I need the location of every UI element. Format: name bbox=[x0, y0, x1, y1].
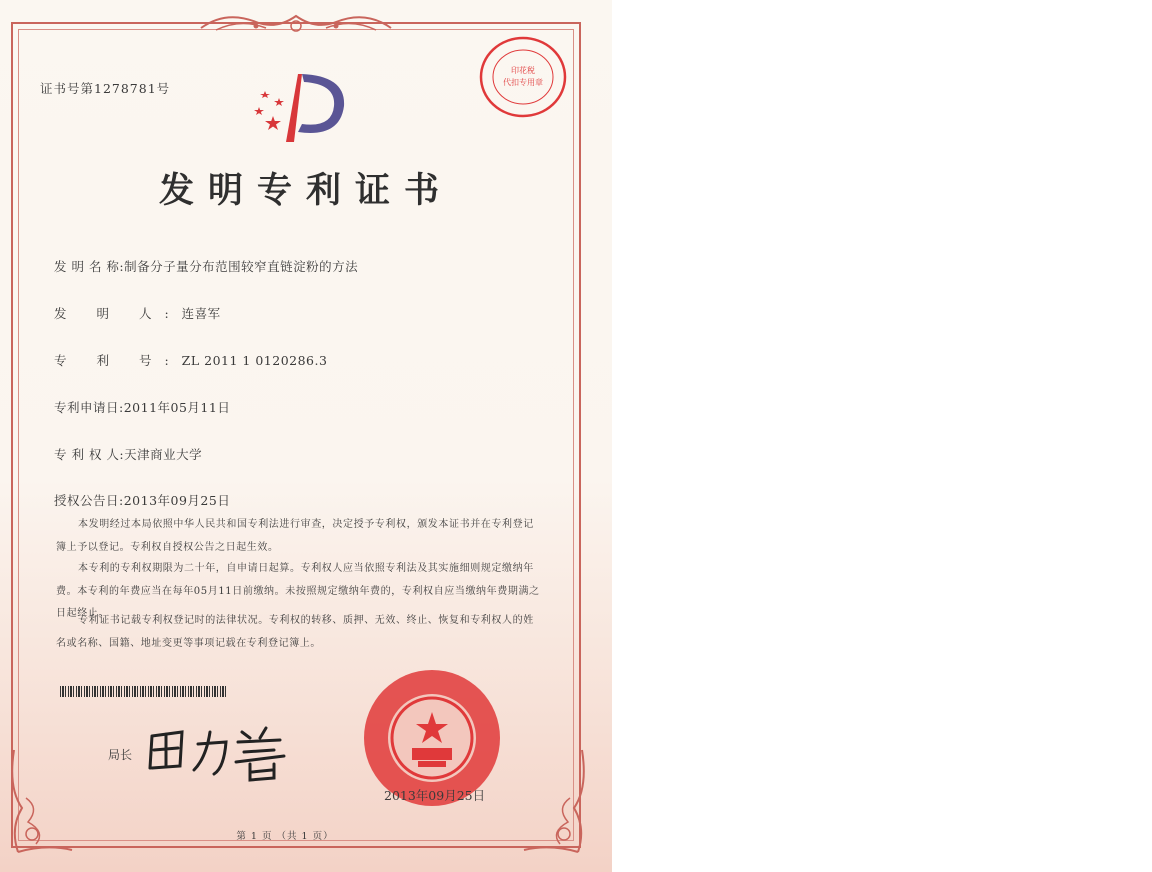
field-label: 发 明 名 称: bbox=[54, 259, 125, 274]
field-value: ZL 2011 1 0120286.3 bbox=[181, 353, 328, 368]
body-paragraph: 专利证书记载专利权登记时的法律状况。专利权的转移、质押、无效、终止、恢复和专利权人的姓名或名称、国籍、地址变更等事项记载在专利登记簿上。 bbox=[56, 615, 534, 649]
svg-text:印花税: 印花税 bbox=[511, 66, 535, 75]
field-value: 2013年09月25日 bbox=[123, 493, 231, 508]
field-label: 专 利 权 人: bbox=[54, 447, 125, 462]
field-value: 制备分子量分布范围较窄直链淀粉的方法 bbox=[124, 259, 359, 274]
field-inventor bbox=[54, 304, 221, 322]
sipo-logo bbox=[246, 70, 352, 150]
body-paragraph: 本发明经过本局依照中华人民共和国专利法进行审查，决定授予专利权，颁发本证书并在专利登记簿上予以登记。专利权自授权公告之日起生效。 bbox=[56, 519, 534, 553]
body-paragraph: 本专利的专利权期限为二十年，自申请日起算。专利权人应当依照专利法及其实施细则规定缴纳年费。本专利的年费应当在每年05月11日前缴纳。未按照规定缴纳年费的，专利权自应当缴纳年费期满之日起终止。 bbox=[56, 563, 540, 619]
director-signature bbox=[146, 722, 292, 786]
field-patent-number bbox=[54, 351, 327, 369]
tax-stamp bbox=[478, 35, 568, 119]
field-filing-date bbox=[54, 398, 230, 416]
field-value: 天津商业大学 bbox=[124, 447, 203, 462]
field-label: 授权公告日: bbox=[54, 493, 124, 508]
svg-text:代扣专用章: 代扣专用章 bbox=[503, 78, 543, 87]
top-ornament bbox=[196, 8, 396, 40]
field-value: 连喜军 bbox=[181, 306, 221, 321]
page-number: 第 1 页 （共 1 页） bbox=[236, 831, 334, 842]
field-patentee bbox=[54, 445, 202, 463]
barcode bbox=[60, 686, 226, 697]
field-label: 发 明 人: bbox=[54, 306, 182, 321]
field-grant-date bbox=[54, 491, 230, 509]
field-invention-name bbox=[54, 257, 358, 275]
field-value: 2011年05月11日 bbox=[123, 400, 231, 415]
grant-date: 2013年09月25日 bbox=[384, 788, 486, 803]
field-label: 专 利 号: bbox=[54, 353, 182, 368]
certificate-number: 证书号第1278781号 bbox=[40, 81, 171, 96]
certificate-title: 发明专利证书 bbox=[158, 170, 453, 211]
field-label: 专利申请日: bbox=[54, 400, 124, 415]
signature-label: 局长 bbox=[108, 748, 133, 762]
